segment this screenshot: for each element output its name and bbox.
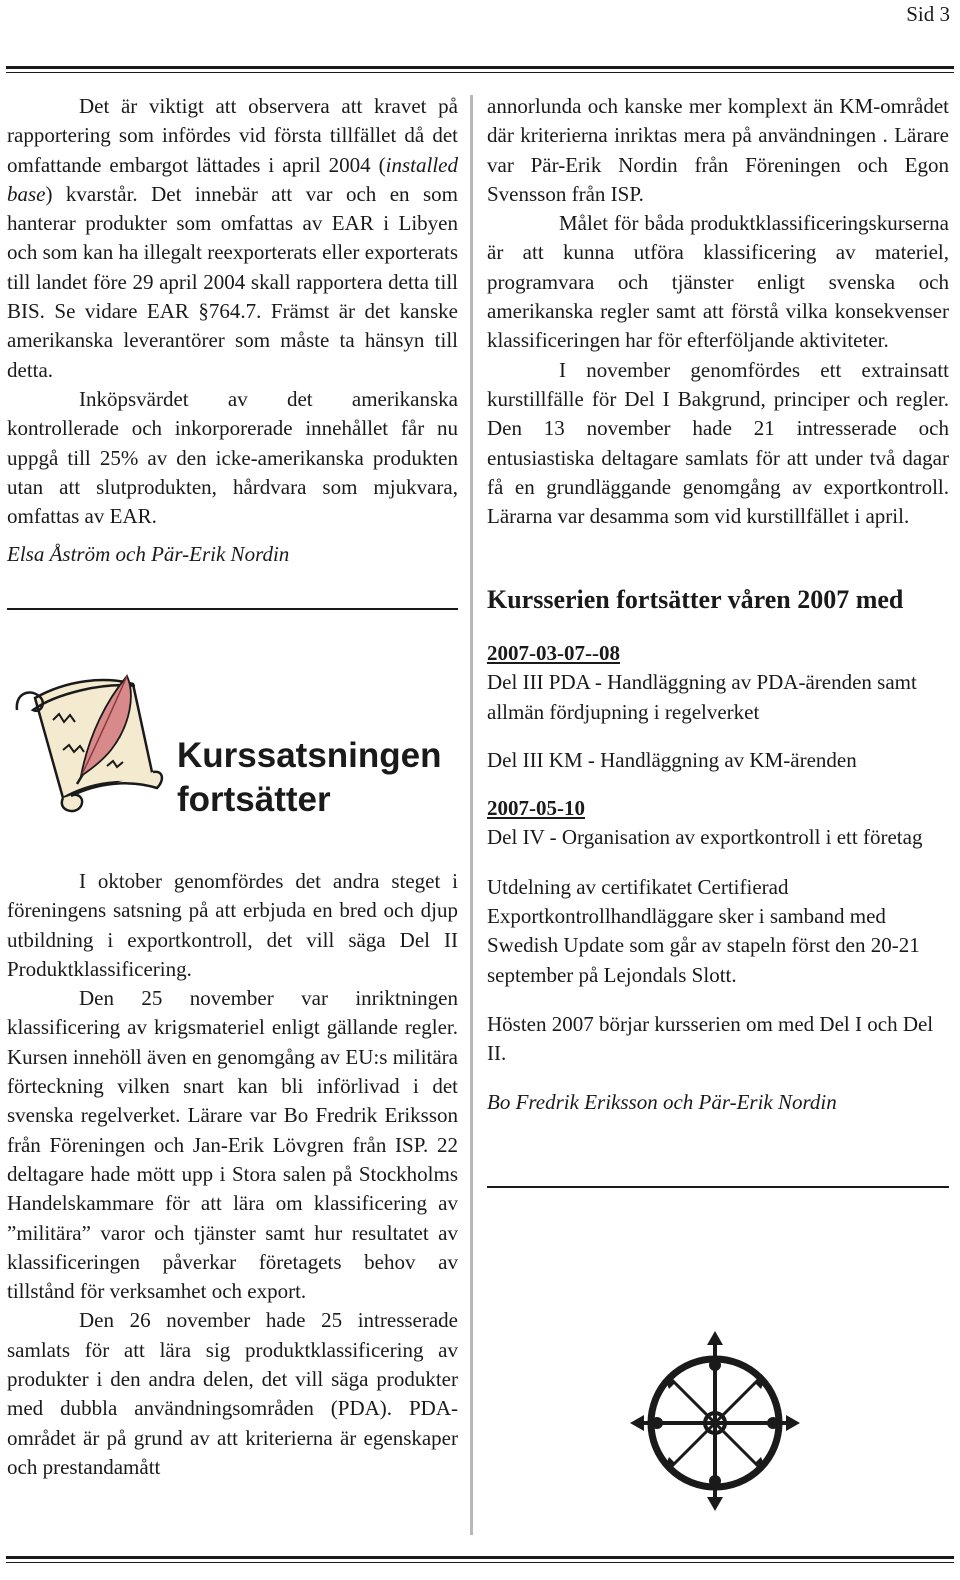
course-date-march: 2007-03-07--08	[487, 641, 620, 666]
paragraph-25-november: Den 25 november var inriktningen klassificering av krigsmateriel enligt gällande regler. Kursen innehöll även en genomgång av EU:s militära förteckning vilken snart kan bli införlivad i det svenska regelverket. Lärare var Bo Fredrik Eriksson från Föreningen och Jan-Erik Lövgren från ISP. 22 deltagare hade mött upp i Stora salen på Stockholms Handelskammare för att lära om klassificering av ”militära” varor och tjänster samt hur resultatet av klassificeringen påverkar företagets behov av tillstånd för verksamhet och export.	[7, 986, 458, 1304]
kurs-header	[7, 658, 458, 818]
left-separator	[7, 608, 458, 610]
paragraph-inkopsvardet: Inköpsvärdet av det amerikanska kontrollerade och inkorporerade innehållet får nu uppgå till 25% av den icke-amerikanska produkten utan att slutprodukten, hårdvara som mjukvara, omfattas av EAR.	[7, 386, 458, 529]
bottom-rule-thin	[6, 1562, 954, 1563]
paragraph-annorlunda: annorlunda och kanske mer komplext än KM-området där kriterierna inriktas mera på användningen . Lärare var Pär-Erik Nordin från Föreningen och Egon Svensson från ISP.	[487, 94, 949, 206]
bottom-rule-thick	[6, 1556, 954, 1559]
paragraph-malet: Målet för båda produktklassificeringskurserna är att kunna utföra klassificering av materiel, programvara och tjänster enligt svenska och amerikanska regler samt att förstå vilka konsekvenser klassificeringen har för efterföljande aktiviteter.	[487, 211, 949, 353]
paragraph-extrainsatt: I november genomfördes ett extrainsatt kurstillfälle för Del I Bakgrund, principer och regler. Den 13 november hade 21 intresserade och entusiastiska deltagare samlats för att under två dagar få en grundläggande genomgång av exportkontroll. Lärarna var desamma som vid kurstillfället i april.	[487, 357, 949, 529]
right-column	[487, 92, 949, 1188]
column-divider	[470, 95, 473, 1535]
course-item-km: Del III KM - Handläggning av KM-ärenden	[487, 748, 857, 773]
top-rule-thin	[6, 72, 954, 73]
page-number: Sid 3	[906, 2, 950, 26]
signature-eriksson-nordin: Bo Fredrik Eriksson och Pär-Erik Nordin	[487, 1090, 837, 1115]
left-top-article	[7, 92, 458, 610]
paragraph-autumn: Hösten 2007 börjar kursserien om med Del I och Del II.	[487, 1011, 934, 1066]
paragraph-certificate: Utdelning av certifikatet Certifierad Exportkontrollhandläggare sker i samband med Swedish Update som går av stapeln först den 20-21 september på Lejondals Slott.	[487, 874, 920, 987]
course-item-organisation: Del IV - Organisation av exportkontroll i ett företag	[487, 825, 923, 850]
paragraph-26-november: Den 26 november hade 25 intresserade samlats för att lära sig produktklassificering av produkter i den andra delen, det vill säga produkter med dubbla användningsområden (PDA). PDA-området är på grund av att kriterierna är egenskaper och prestandamått	[7, 1308, 458, 1479]
paragraph-oktober: I oktober genomfördes det andra steget i föreningens satsning på att erbjuda en bred och djup utbildning i exportkontroll, det vill säga Del II Produktklassificering.	[7, 869, 458, 981]
paragraph-embargo: Det är viktigt att observera att kravet på rapportering som infördes vid första tillfället då det omfattande embargot lättades i april 2004 (installed base) kvarstår. Det innebär att var och en som hanterar produkter som omfattas av EAR i Libyen och som kan ha illegalt reexporterats eller exporterats till landet före 29 april 2004 skall rapportera detta till BIS. Se vidare EAR §764.7. Främst är det kanske amerikanska leverantörer som måste ta hänsyn till detta.	[7, 94, 458, 382]
left-course-article	[7, 867, 458, 1482]
signature-astrom-nordin: Elsa Åström och Pär-Erik Nordin	[7, 542, 290, 567]
course-item-pda: Del III PDA - Handläggning av PDA-ärenden samt allmän fördjupning i regelverket	[487, 670, 917, 724]
compass-logo-icon	[620, 1325, 810, 1515]
scroll-quill-icon	[7, 658, 172, 818]
kurs-title: Kurssatsningen fortsätter	[177, 736, 442, 819]
course-date-may: 2007-05-10	[487, 796, 585, 821]
course-series-heading: Kursserien fortsätter våren 2007 med	[487, 585, 904, 615]
right-separator	[487, 1186, 949, 1188]
top-rule-thick	[6, 66, 954, 69]
